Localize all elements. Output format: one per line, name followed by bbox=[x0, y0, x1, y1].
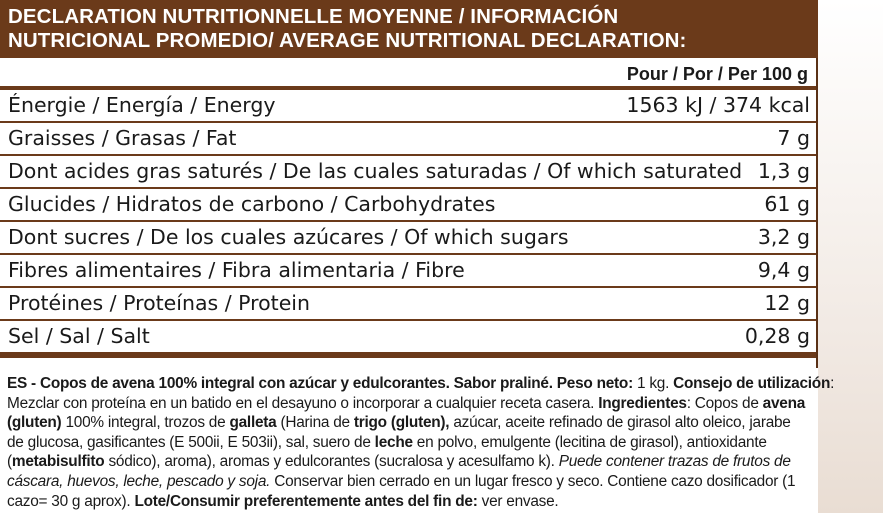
table-row bbox=[0, 321, 816, 358]
table-header bbox=[0, 0, 818, 58]
allergen-text: metabisulfito bbox=[11, 453, 105, 471]
ingredients-line bbox=[7, 452, 881, 472]
per-100g-label: Pour / Por / Per 100 g bbox=[626, 64, 808, 84]
usage-text: Mezclar con proteína en un batido en el desayuno o incorporar a cualquier receta casera. bbox=[7, 394, 599, 412]
row-label: Graisses / Grasas / Fat bbox=[8, 126, 237, 150]
text-fragment: sódico), aroma), aromas y edulcorantes (sucralosa y acesulfamo k). bbox=[104, 453, 559, 471]
allergen-warning: cáscara, huevos, leche, pescado y soja. bbox=[7, 472, 271, 490]
ingredients-line bbox=[7, 492, 881, 512]
lot-heading: Lote/Consumir preferentemente antes del fin de: bbox=[134, 492, 478, 510]
header-line-2: NUTRICIONAL PROMEDIO/ AVERAGE NUTRITIONAL DECLARATION: bbox=[8, 29, 687, 52]
allergen-warning: Puede contener trazas de frutos de bbox=[558, 453, 791, 471]
ingredients-line bbox=[7, 413, 881, 433]
row-value: 3,2 g bbox=[757, 225, 810, 249]
nutrition-rows bbox=[0, 90, 816, 358]
allergen-text: leche bbox=[374, 433, 413, 451]
table-row bbox=[0, 189, 816, 222]
row-value: 12 g bbox=[764, 291, 810, 315]
allergen-text: (gluten) bbox=[7, 414, 62, 432]
row-label: Protéines / Proteínas / Protein bbox=[8, 291, 310, 315]
table-row bbox=[0, 90, 816, 123]
text-fragment: ver envase. bbox=[477, 492, 559, 510]
row-label: Glucides / Hidratos de carbono / Carbohydrates bbox=[8, 192, 496, 216]
text-fragment: (Harina de bbox=[276, 414, 354, 432]
text-fragment: de glucosa, gasificantes (E 500ii, E 503ii), sal, suero de bbox=[7, 433, 375, 451]
storage-text: Conservar bien cerrado en un lugar fresco y seco. Contiene cazo dosificador (1 bbox=[270, 472, 796, 490]
allergen-text: galleta bbox=[229, 414, 277, 432]
text-fragment: 100% integral, trozos de bbox=[61, 414, 230, 432]
text-fragment: : Copos de bbox=[686, 394, 763, 412]
ingredients-text bbox=[7, 374, 881, 511]
per-100g-row bbox=[0, 60, 816, 90]
ingredients-heading: Ingredientes bbox=[598, 394, 687, 412]
row-value: 61 g bbox=[764, 192, 810, 216]
text-fragment: cazo= 30 g aprox). bbox=[7, 492, 135, 510]
net-weight-value: 1 kg. bbox=[632, 375, 674, 392]
ingredients-line bbox=[7, 433, 881, 453]
usage-heading: Consejo de utilización bbox=[673, 375, 831, 392]
row-value: 1563 kJ / 374 kcal bbox=[626, 93, 810, 117]
table-row bbox=[0, 123, 816, 156]
ingredients-line bbox=[7, 394, 881, 414]
text-fragment: : bbox=[830, 375, 835, 392]
ingredients-line bbox=[7, 472, 881, 492]
ingredients-line bbox=[7, 374, 881, 394]
header-line-1: DECLARATION NUTRITIONNELLE MOYENNE / INFORMACIÓN bbox=[8, 5, 619, 28]
row-label: Dont sucres / De los cuales azúcares / Of which sugars bbox=[8, 225, 569, 249]
row-label: Sel / Sal / Salt bbox=[8, 324, 150, 348]
row-value: 0,28 g bbox=[744, 324, 810, 348]
row-value: 1,3 g bbox=[757, 159, 810, 183]
text-fragment: ( bbox=[7, 453, 12, 471]
text-fragment: en polvo, emulgente (lecitina de girasol), antioxidante bbox=[412, 433, 767, 451]
table-row bbox=[0, 222, 816, 255]
row-label: Dont acides gras saturés / De las cuales saturadas / Of which saturated bbox=[8, 159, 743, 183]
table-row bbox=[0, 156, 816, 189]
allergen-text: trigo (gluten), bbox=[353, 414, 450, 432]
row-value: 9,4 g bbox=[757, 258, 810, 282]
product-description: ES - Copos de avena 100% integral con azúcar y edulcorantes. Sabor praliné. Peso neto: bbox=[7, 375, 633, 392]
row-label: Fibres alimentaires / Fibra alimentaria / Fibre bbox=[8, 258, 465, 282]
row-label: Énergie / Energía / Energy bbox=[8, 93, 276, 117]
text-fragment: azúcar, aceite refinado de girasol alto oleico, jarabe bbox=[449, 414, 791, 432]
allergen-text: avena bbox=[762, 394, 806, 412]
table-row bbox=[0, 288, 816, 321]
row-value: 7 g bbox=[777, 126, 810, 150]
table-row bbox=[0, 255, 816, 288]
